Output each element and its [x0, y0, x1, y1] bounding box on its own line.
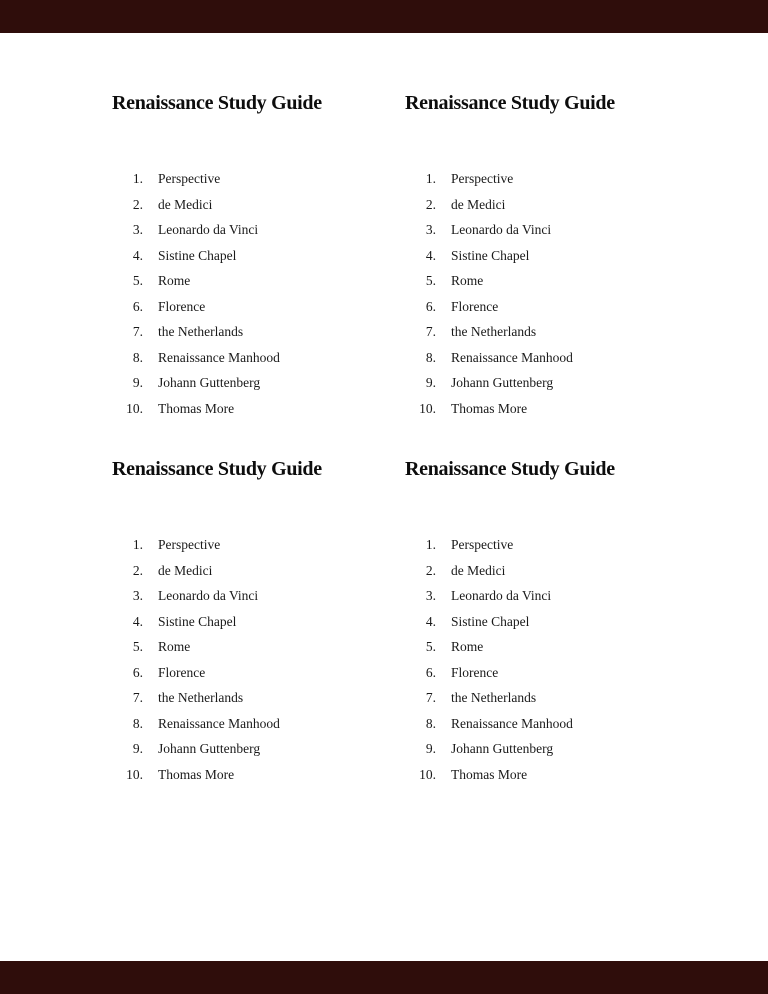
list-item: [405, 762, 678, 788]
list-item-number: 2.: [132, 562, 143, 578]
list-item: [112, 634, 385, 660]
list-item-text: Perspective: [451, 171, 514, 186]
study-guide-copy-4: [405, 457, 698, 823]
list-item-text: Rome: [158, 639, 191, 654]
list-item: [112, 583, 385, 609]
list-item-text: Rome: [158, 273, 191, 288]
list-item-number: 8.: [132, 715, 143, 731]
list-item-number: 1.: [425, 171, 436, 186]
list-item-text: Johann Guttenberg: [451, 375, 554, 390]
list-item: [405, 532, 678, 558]
list-item: [112, 762, 385, 788]
list-item: [112, 166, 385, 192]
list-item: [112, 243, 385, 269]
list-item-number: 6.: [132, 664, 143, 680]
list-item-text: Renaissance Manhood: [158, 715, 280, 731]
list-item-number: 4.: [132, 247, 143, 263]
list-item-text: Leonardo da Vinci: [451, 222, 552, 237]
list-item-number: 9.: [132, 741, 143, 756]
list-item: [112, 609, 385, 635]
list-item-text: the Netherlands: [158, 324, 244, 339]
list-item-number: 1.: [425, 537, 436, 552]
list-item: [405, 685, 678, 711]
list-item: [112, 345, 385, 371]
list-item: [112, 532, 385, 558]
list-item-number: 3.: [132, 588, 143, 603]
list-item: [405, 217, 678, 243]
list-item-text: Sistine Chapel: [451, 247, 530, 263]
list-item-text: Florence: [158, 298, 206, 314]
list-item: [112, 396, 385, 422]
top-border-bar: [0, 0, 768, 33]
list-item-text: Perspective: [451, 537, 514, 552]
list-item-number: 3.: [425, 222, 436, 237]
list-item-text: Sistine Chapel: [451, 613, 530, 629]
list-item-text: Rome: [451, 273, 484, 288]
list-item-text: Sistine Chapel: [158, 613, 237, 629]
list-item-number: 7.: [425, 324, 436, 339]
list-item-number: 8.: [425, 715, 436, 731]
list-item-number: 7.: [132, 690, 143, 705]
list-item: [112, 217, 385, 243]
list-item-text: Thomas More: [451, 766, 528, 782]
list-item: [405, 736, 678, 762]
list-item-number: 8.: [132, 349, 143, 365]
list-item-text: Thomas More: [158, 400, 235, 416]
guide-list: [112, 166, 385, 421]
list-item-text: the Netherlands: [158, 690, 244, 705]
list-item: [112, 685, 385, 711]
list-item: [405, 243, 678, 269]
bottom-border-bar: [0, 961, 768, 994]
list-item-number: 1.: [132, 171, 143, 186]
list-item: [112, 558, 385, 584]
list-item: [405, 166, 678, 192]
guide-list: [405, 532, 678, 787]
list-item: [405, 558, 678, 584]
list-item-number: 6.: [425, 298, 436, 314]
list-item: [112, 192, 385, 218]
list-item-number: 1.: [132, 537, 143, 552]
study-guide-copy-2: [405, 91, 698, 457]
guide-list: [405, 166, 678, 421]
list-item-number: 9.: [132, 375, 143, 390]
list-item: [112, 736, 385, 762]
list-item: [112, 660, 385, 686]
list-item-text: Renaissance Manhood: [451, 715, 573, 731]
list-item-text: Thomas More: [451, 400, 528, 416]
list-item-number: 3.: [425, 588, 436, 603]
list-item-text: de Medici: [158, 562, 213, 578]
list-item: [405, 396, 678, 422]
list-item-text: Renaissance Manhood: [158, 349, 280, 365]
guide-title: Renaissance Study Guide: [405, 458, 615, 480]
list-item-number: 2.: [132, 196, 143, 212]
list-item-text: Johann Guttenberg: [158, 741, 261, 756]
list-item-text: Johann Guttenberg: [451, 741, 554, 756]
list-item: [405, 660, 678, 686]
list-item-number: 2.: [425, 196, 436, 212]
list-item: [405, 634, 678, 660]
list-item-text: Renaissance Manhood: [451, 349, 573, 365]
list-item-text: de Medici: [451, 196, 506, 212]
list-item-text: Leonardo da Vinci: [451, 588, 552, 603]
list-item-number: 6.: [132, 298, 143, 314]
list-item-text: Sistine Chapel: [158, 247, 237, 263]
list-item-number: 10.: [419, 766, 436, 782]
list-item-text: Florence: [158, 664, 206, 680]
list-item-number: 5.: [425, 273, 436, 288]
list-item-number: 2.: [425, 562, 436, 578]
list-item: [405, 609, 678, 635]
guide-title: Renaissance Study Guide: [112, 92, 322, 114]
list-item-number: 5.: [425, 639, 436, 654]
list-item-number: 3.: [132, 222, 143, 237]
list-item-text: Florence: [451, 298, 499, 314]
list-item: [405, 192, 678, 218]
list-item-text: Thomas More: [158, 766, 235, 782]
list-item: [405, 268, 678, 294]
guide-list: [112, 532, 385, 787]
list-item: [112, 319, 385, 345]
list-item-number: 7.: [425, 690, 436, 705]
list-item-text: Florence: [451, 664, 499, 680]
list-item-number: 6.: [425, 664, 436, 680]
list-item-text: Perspective: [158, 537, 221, 552]
list-item-number: 4.: [425, 247, 436, 263]
list-item-number: 7.: [132, 324, 143, 339]
study-guide-copy-1: [112, 91, 405, 457]
list-item: [405, 345, 678, 371]
study-guide-sheet: [0, 33, 768, 823]
list-item-number: 4.: [425, 613, 436, 629]
list-item-text: Leonardo da Vinci: [158, 222, 259, 237]
list-item: [112, 370, 385, 396]
list-item: [112, 711, 385, 737]
list-item-number: 5.: [132, 639, 143, 654]
list-item: [405, 370, 678, 396]
list-item-number: 5.: [132, 273, 143, 288]
study-guide-copy-3: [112, 457, 405, 823]
list-item: [112, 268, 385, 294]
guide-title: Renaissance Study Guide: [405, 92, 615, 114]
list-item-text: Perspective: [158, 171, 221, 186]
list-item-number: 10.: [126, 400, 143, 416]
list-item-number: 10.: [126, 766, 143, 782]
list-item-text: the Netherlands: [451, 690, 537, 705]
list-item-text: de Medici: [451, 562, 506, 578]
list-item: [405, 583, 678, 609]
list-item-text: Rome: [451, 639, 484, 654]
list-item-text: the Netherlands: [451, 324, 537, 339]
list-item-number: 4.: [132, 613, 143, 629]
list-item: [112, 294, 385, 320]
list-item-text: de Medici: [158, 196, 213, 212]
list-item: [405, 711, 678, 737]
list-item-text: Leonardo da Vinci: [158, 588, 259, 603]
list-item: [405, 319, 678, 345]
list-item: [405, 294, 678, 320]
list-item-number: 9.: [425, 741, 436, 756]
list-item-number: 10.: [419, 400, 436, 416]
guide-title: Renaissance Study Guide: [112, 458, 322, 480]
list-item-number: 9.: [425, 375, 436, 390]
list-item-number: 8.: [425, 349, 436, 365]
list-item-text: Johann Guttenberg: [158, 375, 261, 390]
